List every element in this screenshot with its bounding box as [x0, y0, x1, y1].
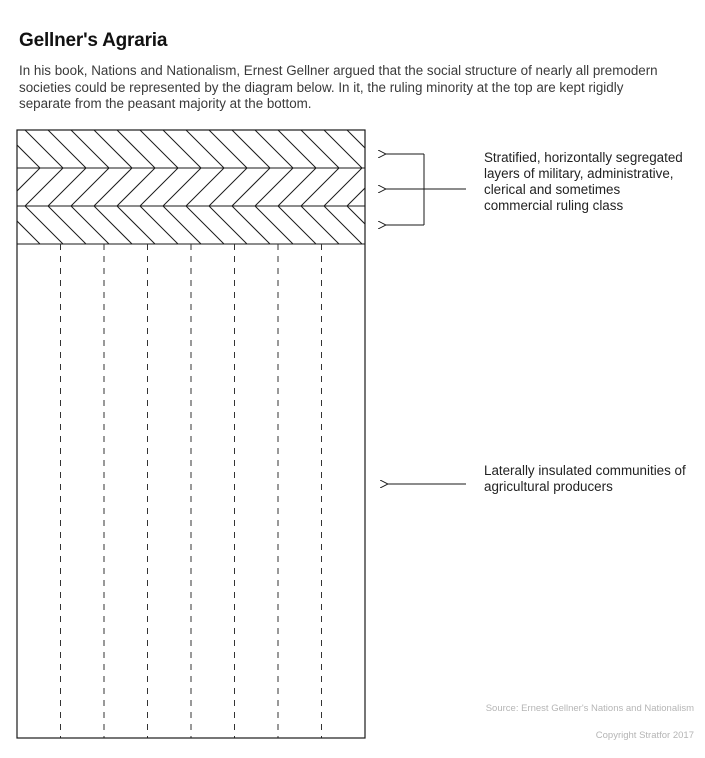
- hatch-line: [48, 168, 86, 206]
- hatch-line: [255, 206, 293, 244]
- copyright-note: Copyright Stratfor 2017: [595, 730, 694, 741]
- hatch-line: [48, 130, 86, 168]
- hatch-line: [232, 130, 270, 168]
- hatch-line: [2, 206, 40, 244]
- hatch-line: [186, 130, 224, 168]
- hatch-line: [186, 206, 224, 244]
- ruling-class-layer: [0, 168, 454, 206]
- hatch-line: [255, 130, 293, 168]
- hatch-line: [324, 130, 362, 168]
- hatch-line: [347, 206, 385, 244]
- hatch-line: [232, 206, 270, 244]
- hatch-line: [48, 206, 86, 244]
- hatch-line: [71, 168, 109, 206]
- hatch-line: [370, 168, 408, 206]
- hatch-line: [2, 168, 40, 206]
- hatch-line: [278, 168, 316, 206]
- hatch-line: [117, 168, 155, 206]
- society-frame: [17, 130, 365, 738]
- hatch-line: [0, 206, 17, 244]
- hatch-line: [209, 168, 247, 206]
- hatch-line: [232, 168, 270, 206]
- hatch-line: [71, 130, 109, 168]
- hatch-line: [71, 206, 109, 244]
- hatch-line: [324, 168, 362, 206]
- hatch-line: [140, 130, 178, 168]
- hatch-line: [117, 206, 155, 244]
- hatch-line: [347, 130, 385, 168]
- hatch-line: [209, 206, 247, 244]
- hatch-line: [301, 130, 339, 168]
- hatch-line: [255, 168, 293, 206]
- hatch-line: [25, 168, 63, 206]
- hatch-line: [2, 130, 40, 168]
- hatch-line: [140, 168, 178, 206]
- hatch-line: [278, 130, 316, 168]
- hatch-line: [0, 130, 17, 168]
- hatch-line: [163, 206, 201, 244]
- hatch-line: [209, 130, 247, 168]
- hatch-line: [370, 130, 408, 168]
- hatch-line: [186, 168, 224, 206]
- ruling-class-layer: [0, 130, 454, 168]
- hatch-line: [301, 206, 339, 244]
- hatch-line: [393, 130, 431, 168]
- hatch-line: [25, 130, 63, 168]
- intro-paragraph: In his book, Nations and Nationalism, Ernest Gellner argued that the social structure of nearly all premodern societies could be represented by the diagram below. In it, the ruling minority at the top are kept rigidly separate from the peasant majority at the bottom.: [19, 63, 658, 111]
- peasant-communities: [61, 244, 322, 738]
- hatch-line: [94, 168, 132, 206]
- hatch-line: [94, 206, 132, 244]
- hatch-line: [25, 206, 63, 244]
- hatch-line: [347, 168, 385, 206]
- producers-label: Laterally insulated communities of agricultural producers: [484, 463, 686, 494]
- hatch-line: [0, 168, 17, 206]
- hatch-line: [94, 130, 132, 168]
- hatch-line: [140, 206, 178, 244]
- hatch-line: [163, 168, 201, 206]
- hatch-line: [416, 130, 454, 168]
- source-note: Source: Ernest Gellner's Nations and Nationalism: [485, 703, 694, 714]
- hatch-line: [278, 206, 316, 244]
- ruling-class-bracket: [385, 154, 466, 225]
- hatch-line: [324, 206, 362, 244]
- hatch-line: [393, 168, 431, 206]
- ruling-class-label: Stratified, horizontally segregated layers of military, administrative, clerical and sometimes commercial ruling class: [484, 150, 683, 213]
- hatch-line: [301, 168, 339, 206]
- hatch-line: [117, 130, 155, 168]
- page-title: Gellner's Agraria: [19, 30, 168, 51]
- hatch-line: [163, 130, 201, 168]
- hatch-line: [416, 168, 454, 206]
